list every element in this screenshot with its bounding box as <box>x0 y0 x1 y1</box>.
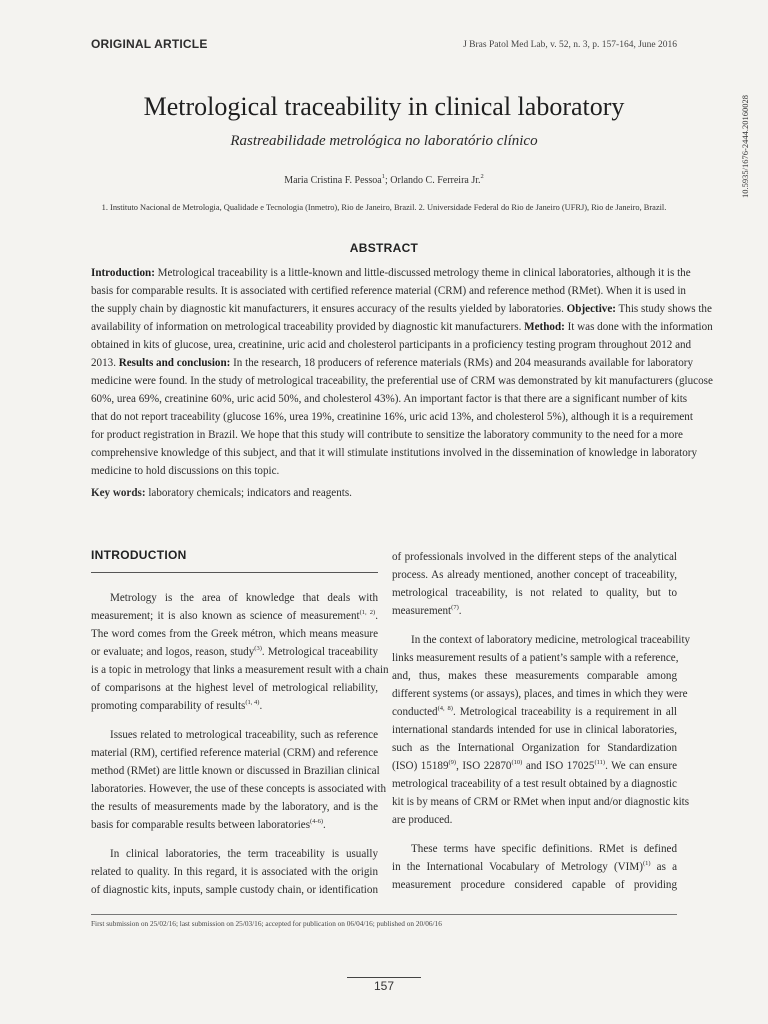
keywords-text: laboratory chemicals; indicators and reagents. <box>145 487 352 499</box>
body-column-left <box>91 589 389 899</box>
line-text: . <box>259 700 263 712</box>
paragraph-line <box>392 739 677 757</box>
paragraph-line <box>392 876 677 894</box>
abstract-line <box>91 408 693 426</box>
author-1-affiliation: 1 <box>381 173 385 180</box>
line-text: or evaluate; and logos, reason, study <box>91 646 255 658</box>
author-2-affiliation: 2 <box>480 173 484 180</box>
paragraph-line <box>392 631 691 649</box>
line-text: promoting comparability of results <box>91 700 246 712</box>
paragraph-line <box>392 793 690 811</box>
paragraph-line <box>91 780 386 798</box>
citation-ref: (7) <box>451 604 459 611</box>
line-text: that do not report traceability (glucose 16%, urea 19%, creatinine 16%, uric acid 13%, and cholesterol 5%), although it is a requirement <box>91 411 693 423</box>
paragraph <box>392 548 677 620</box>
abstract-line <box>91 390 688 408</box>
line-text: of diagnostic kits, inputs, sample custody chain, or identification <box>91 884 378 896</box>
section-label: ORIGINAL ARTICLE <box>91 37 208 51</box>
paragraph-line <box>91 607 378 625</box>
citation-ref: (11) <box>594 759 606 766</box>
abstract-line <box>91 282 686 300</box>
line-text: This study shows the <box>615 303 712 315</box>
line-text: availability of information on metrological traceability provided by diagnostic kit manufacturers. <box>91 321 522 333</box>
abstract-line <box>91 444 698 462</box>
paragraph-line <box>392 721 677 739</box>
run-in-label: Introduction: <box>91 267 155 279</box>
paragraph-line <box>91 679 378 697</box>
line-text: These terms have specific definitions. RMet is defined <box>411 843 677 855</box>
article-title: Metrological traceability in clinical laboratory <box>143 92 625 121</box>
line-text: measurement <box>392 605 452 617</box>
line-text: process. As already mentioned, another concept of traceability, <box>392 569 677 581</box>
line-text: In the research, 18 producers of reference materials (RMs) and 204 measurands available for laboratory <box>230 357 693 369</box>
line-text: obtained in kits of glucose, urea, creatinine, uric acid and cholesterol participants in a proficiency testing program throughout 2012 and <box>91 339 692 351</box>
paragraph-line <box>91 798 378 816</box>
paragraph-gap <box>392 829 677 840</box>
heading-rule <box>91 572 378 573</box>
citation-ref: (1, 2) <box>359 609 376 616</box>
line-text: Metrology is the area of knowledge that deals with <box>110 592 378 604</box>
paragraph-line <box>91 697 378 715</box>
paragraph-line <box>91 589 378 607</box>
line-text: method (RMet) are little known or discussed in Brazilian clinical <box>91 765 380 777</box>
abstract-heading: ABSTRACT <box>349 241 419 255</box>
paragraph-gap <box>392 620 677 631</box>
doi-sidebar <box>738 88 750 198</box>
page-number: 157 <box>373 979 395 993</box>
line-text: . Metrological traceability <box>261 646 379 658</box>
line-text: as a <box>650 861 678 873</box>
paragraph-line <box>392 566 677 584</box>
paragraph <box>91 589 389 715</box>
abstract-body <box>91 264 713 480</box>
author-list <box>60 175 708 186</box>
line-text: kit is by means of CRM or RMet when input and/or diagnostic kits <box>392 796 690 808</box>
paragraph-line <box>91 845 378 863</box>
line-text: measurement procedure considered capable of providing <box>392 879 677 891</box>
line-text: in the International Vocabulary of Metrology (VIM) <box>392 861 643 873</box>
paragraph-line <box>392 584 677 602</box>
line-text: metrological traceability of a test result obtained by a diagnostic <box>392 778 677 790</box>
paragraph <box>91 726 386 834</box>
abstract-line <box>91 318 713 336</box>
author-1: Maria Cristina F. Pessoa <box>284 175 382 186</box>
line-text: are produced. <box>392 814 453 826</box>
paragraph-line <box>392 811 677 829</box>
line-text: of professionals involved in the different steps of the analytical <box>392 551 677 563</box>
paragraph <box>392 840 677 894</box>
paragraph-line <box>392 858 677 876</box>
citation-ref: (3) <box>254 645 262 652</box>
paragraph-line <box>91 881 378 899</box>
abstract-line <box>91 264 691 282</box>
line-text: . We can ensure <box>605 760 677 772</box>
abstract-line <box>91 372 713 390</box>
abstract-line <box>91 462 677 480</box>
introduction-heading: INTRODUCTION <box>91 548 187 562</box>
paragraph-line <box>392 775 677 793</box>
line-text: medicine were found. In the study of metrological traceability, the preferential use of CRM was demonstrated by kit manufacturers (glucose <box>91 375 713 387</box>
line-text: and, thus, makes these measurements comparable among <box>392 670 677 682</box>
paragraph-line <box>392 602 677 620</box>
run-in-label: Method: <box>521 321 565 333</box>
keywords <box>91 487 677 499</box>
line-text: The word comes from the Greek métron, which means measure <box>91 628 378 640</box>
line-text: In clinical laboratories, the term traceability is usually <box>110 848 378 860</box>
line-text: 2013. <box>91 357 116 369</box>
line-text: material (RM), certified reference material (CRM) and reference <box>91 747 379 759</box>
line-text: such as the International Organization for Standardization <box>392 742 677 754</box>
submission-footnote: First submission on 25/02/16; last submission on 25/03/16; accepted for publication on 06/04/16; published on 20/06/16 <box>91 919 442 928</box>
line-text: the supply chain by diagnostic kit manufacturers, it ensures accuracy of the results yielded by laboratories. <box>91 303 564 315</box>
abstract-line <box>91 426 683 444</box>
line-text: . <box>375 610 378 622</box>
paragraph-line <box>91 643 378 661</box>
line-text: (ISO) 15189 <box>392 760 449 772</box>
author-2: ; Orlando C. Ferreira Jr. <box>384 175 481 186</box>
paragraph-line <box>392 649 677 667</box>
line-text: conducted <box>392 706 438 718</box>
affiliations: 1. Instituto Nacional de Metrologia, Qualidade e Tecnologia (Inmetro), Rio de Janeiro, Brazil. 2. Universidade Federal do Rio de Janeiro (UFRJ), Rio de Janeiro, Brazil. <box>101 203 667 212</box>
line-text: international standards intended for use in clinical laboratories, <box>392 724 677 736</box>
line-text: different systems (or assays), places, and times in which they were <box>392 688 688 700</box>
paragraph-line <box>91 661 389 679</box>
line-text: and ISO 17025 <box>522 760 595 772</box>
line-text: It was done with the information <box>564 321 713 333</box>
paragraph-line <box>392 685 688 703</box>
line-text: is a topic in metrology that links a measurement result with a chain <box>91 664 389 676</box>
paragraph-line <box>392 757 677 775</box>
paragraph-gap <box>91 715 378 726</box>
line-text: In the context of laboratory medicine, metrological traceability <box>411 634 691 646</box>
article-subtitle: Rastreabilidade metrológica no laboratório clínico <box>230 133 538 149</box>
footnote-rule <box>91 914 677 915</box>
citation-ref: (4, 8) <box>437 705 453 712</box>
line-text: for product registration in Brazil. We hope that this study will contribute to sensitize the laboratory community to the need for a more <box>91 429 683 441</box>
keywords-label: Key words: <box>91 487 146 499</box>
paragraph-line <box>91 625 378 643</box>
citation-ref: (10) <box>511 759 523 766</box>
body-column-right <box>392 548 691 894</box>
line-text: Issues related to metrological traceability, such as reference <box>110 729 378 741</box>
line-text: , ISO 22870 <box>456 760 512 772</box>
line-text: 60%, urea 69%, creatinine 60%, uric acid 50%, and cholesterol 43%). An important factor is that there are a significant number of kits <box>91 393 688 405</box>
line-text: of comparisons at the highest level of metrological reliability, <box>91 682 378 694</box>
line-text: medicine to hold discussions on this topic. <box>91 465 280 477</box>
line-text: metrological traceability, is not related to quality, but to <box>392 587 677 599</box>
run-in-label: Objective: <box>563 303 616 315</box>
abstract-line <box>91 300 712 318</box>
citation-ref: (1, 4) <box>245 699 260 706</box>
paragraph-line <box>91 762 378 780</box>
paragraph-line <box>392 840 677 858</box>
line-text: Metrological traceability is a little-known and little-discussed metrology theme in clinical laboratories, although it is the <box>154 267 691 279</box>
citation-ref: (1) <box>642 860 651 867</box>
line-text: related to quality. In this regard, it is associated with the origin <box>91 866 378 878</box>
line-text: links measurement results of a patient’s sample with a reference, <box>392 652 679 664</box>
line-text: measurement; it is also known as science of measurement <box>91 610 360 622</box>
paragraph-line <box>392 667 677 685</box>
paragraph-line <box>392 703 677 721</box>
line-text: the results of measurements made by the laboratory, and is the <box>91 801 378 813</box>
paragraph-line <box>91 726 378 744</box>
paragraph-line <box>91 863 378 881</box>
doi-text: 10.5935/1676-2444.20160028 <box>740 95 750 198</box>
citation-ref: (4-6) <box>310 818 324 825</box>
run-in-label: Results and conclusion: <box>115 357 231 369</box>
citation-ref: (9) <box>448 759 457 766</box>
paragraph-gap <box>91 834 378 845</box>
abstract-line <box>91 354 693 372</box>
abstract-line <box>91 336 692 354</box>
line-text: comprehensive knowledge of this subject, and that it will stimulate institutions involved in the dissemination of knowledge in laboratory <box>91 447 698 459</box>
line-text: laboratories. However, the use of these concepts is associated with <box>91 783 386 795</box>
line-text: basis for comparable results. It is associated with certified reference material (CRM) and reference method (RMet). When it is used in <box>91 285 686 297</box>
line-text: . Metrological traceability is a requirement in all <box>452 706 677 718</box>
line-text: . <box>458 605 462 617</box>
line-text: basis for comparable results between laboratories <box>91 819 311 831</box>
paragraph-line <box>91 744 378 762</box>
line-text: . <box>323 819 326 831</box>
paragraph <box>91 845 378 899</box>
paragraph <box>392 631 691 829</box>
paragraph-line <box>91 816 378 834</box>
page-number-rule <box>347 977 421 978</box>
journal-citation: J Bras Patol Med Lab, v. 52, n. 3, p. 157-164, June 2016 <box>463 40 677 50</box>
paragraph-line <box>392 548 677 566</box>
